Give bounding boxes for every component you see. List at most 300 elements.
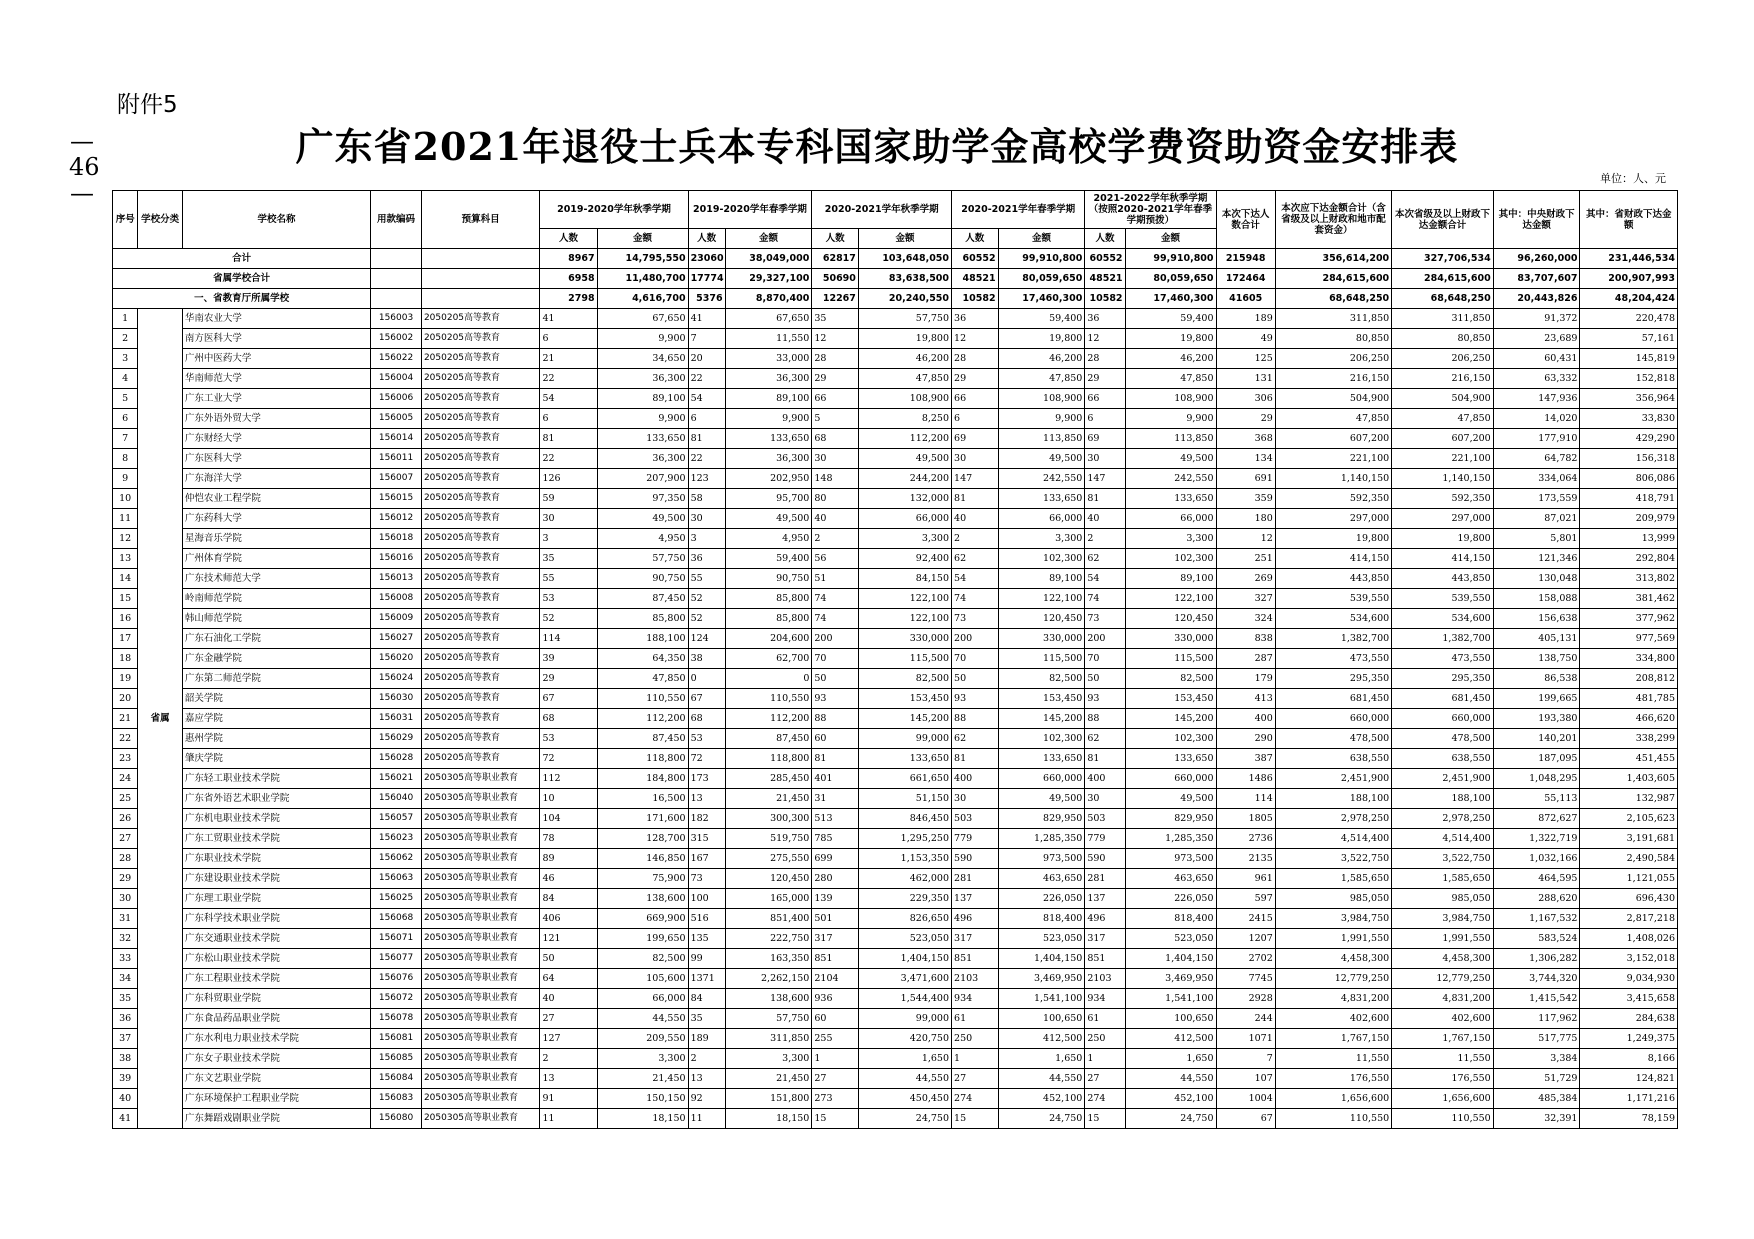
row-value: 69 [1085,429,1125,449]
row-value: 78,159 [1580,1109,1678,1129]
header-period-5: 2021-2022学年秋季学期（按照2020-2021学年春季学期预拨） [1085,191,1216,229]
row-value: 478,500 [1275,729,1391,749]
row-value: 1,404,150 [998,949,1085,969]
row-value: 156,638 [1493,609,1580,629]
row-value: 356,964 [1580,389,1678,409]
row-value: 115,500 [1125,649,1216,669]
summary-value: 6958 [540,269,597,289]
row-value: 89,100 [597,389,688,409]
header-amount: 金额 [725,229,812,249]
row-value: 139 [812,889,859,909]
row-value: 11,550 [725,329,812,349]
row-budget: 2050205高等教育 [421,689,540,709]
row-value: 112,200 [725,709,812,729]
row-value: 120,450 [1125,609,1216,629]
summary-budget [421,289,540,309]
row-value: 4,514,400 [1392,829,1494,849]
row-value: 829,950 [998,809,1085,829]
row-value: 504,900 [1275,389,1391,409]
row-value: 173,559 [1493,489,1580,509]
row-code: 156022 [371,349,422,369]
header-period-4: 2020-2021学年春季学期 [952,191,1085,229]
row-seq: 13 [113,549,138,569]
header-code: 用款编码 [371,191,422,249]
row-value: 9,900 [1125,409,1216,429]
row-budget: 2050305高等职业教育 [421,989,540,1009]
row-value: 187,095 [1493,749,1580,769]
row-value: 113,850 [998,429,1085,449]
row-value: 133,650 [1125,489,1216,509]
row-value: 80,850 [1275,329,1391,349]
row-code: 156078 [371,1009,422,1029]
row-value: 85,800 [597,609,688,629]
row-value: 137 [952,889,999,909]
row-value: 51,729 [1493,1069,1580,1089]
row-value: 108,900 [858,389,951,409]
row-value: 60,431 [1493,349,1580,369]
row-value: 176,550 [1392,1069,1494,1089]
row-value: 151,800 [725,1089,812,1109]
row-value: 402,600 [1392,1009,1494,1029]
row-value: 1,541,100 [1125,989,1216,1009]
row-school: 华南师范大学 [182,369,370,389]
row-value: 66 [952,389,999,409]
row-budget: 2050305高等职业教育 [421,769,540,789]
table-row [113,949,1678,969]
row-value: 13,999 [1580,529,1678,549]
row-value: 244 [1216,1009,1275,1029]
row-budget: 2050305高等职业教育 [421,969,540,989]
row-value: 1,140,150 [1275,469,1391,489]
row-value: 412,500 [1125,1029,1216,1049]
row-value: 934 [952,989,999,1009]
row-value: 86,538 [1493,669,1580,689]
row-budget: 2050205高等教育 [421,509,540,529]
summary-value: 62817 [812,249,859,269]
row-value: 80 [812,489,859,509]
row-value: 150,150 [597,1089,688,1109]
row-value: 1,650 [998,1049,1085,1069]
row-value: 117,962 [1493,1009,1580,1029]
summary-row [113,289,1678,309]
row-seq: 10 [113,489,138,509]
header-budget: 预算科目 [421,191,540,249]
row-seq: 3 [113,349,138,369]
row-code: 156023 [371,829,422,849]
row-value: 29 [812,369,859,389]
row-value: 81 [540,429,597,449]
summary-value: 96,260,000 [1493,249,1580,269]
row-value: 110,550 [1392,1109,1494,1129]
summary-value: 80,059,650 [1125,269,1216,289]
row-value: 102,300 [1125,549,1216,569]
row-value: 9,900 [597,409,688,429]
row-value: 202,950 [725,469,812,489]
row-value: 163,350 [725,949,812,969]
row-value: 3,384 [1493,1049,1580,1069]
summary-value: 8,870,400 [725,289,812,309]
row-value: 290 [1216,729,1275,749]
row-value: 24,750 [1125,1109,1216,1129]
table-row [113,429,1678,449]
row-value: 188,100 [1275,789,1391,809]
table-row [113,1029,1678,1049]
row-value: 59 [540,489,597,509]
row-value: 46 [540,869,597,889]
row-value: 1,767,150 [1392,1029,1494,1049]
table-row [113,369,1678,389]
row-value: 134 [1216,449,1275,469]
row-value: 273 [812,1089,859,1109]
row-value: 1486 [1216,769,1275,789]
row-value: 400 [1216,709,1275,729]
row-value: 200 [952,629,999,649]
row-value: 100 [688,889,725,909]
row-value: 44,550 [858,1069,951,1089]
row-value: 92,400 [858,549,951,569]
row-seq: 1 [113,309,138,329]
row-budget: 2050205高等教育 [421,489,540,509]
row-code: 156004 [371,369,422,389]
row-value: 93 [1085,689,1125,709]
table-row [113,489,1678,509]
header-central: 其中：中央财政下达金额 [1493,191,1580,249]
row-value: 62 [952,729,999,749]
table-row [113,869,1678,889]
row-value: 463,650 [998,869,1085,889]
row-value: 51 [812,569,859,589]
row-value: 68 [688,709,725,729]
table-row [113,449,1678,469]
row-value: 54 [952,569,999,589]
row-value: 22 [540,369,597,389]
row-value: 297,000 [1392,509,1494,529]
row-value: 1,415,542 [1493,989,1580,1009]
row-value: 1 [1085,1049,1125,1069]
row-value: 87,450 [725,729,812,749]
header-amount: 金额 [858,229,951,249]
row-seq: 24 [113,769,138,789]
row-value: 806,086 [1580,469,1678,489]
row-value: 985,050 [1275,889,1391,909]
row-value: 311,850 [725,1029,812,1049]
row-value: 145,200 [1125,709,1216,729]
row-value: 29 [1216,409,1275,429]
row-code: 156005 [371,409,422,429]
row-value: 496 [1085,909,1125,929]
row-value: 4,950 [597,529,688,549]
row-budget: 2050305高等职业教育 [421,849,540,869]
row-school: 广东建设职业技术学院 [182,869,370,889]
row-value: 30 [688,509,725,529]
row-value: 147 [952,469,999,489]
row-value: 30 [1085,449,1125,469]
row-value: 128,700 [597,829,688,849]
table-row [113,649,1678,669]
table-body [113,249,1678,1129]
row-value: 1004 [1216,1089,1275,1109]
table-row [113,529,1678,549]
row-seq: 16 [113,609,138,629]
row-value: 81 [1085,749,1125,769]
table-row [113,309,1678,329]
row-value: 317 [812,929,859,949]
row-value: 330,000 [1125,629,1216,649]
row-seq: 14 [113,569,138,589]
row-code: 156084 [371,1069,422,1089]
row-school: 广东食品药品职业学院 [182,1009,370,1029]
row-value: 2,451,900 [1275,769,1391,789]
row-value: 387 [1216,749,1275,769]
row-value: 1,656,600 [1392,1089,1494,1109]
row-value: 131 [1216,369,1275,389]
row-value: 2,978,250 [1275,809,1391,829]
row-value: 496 [952,909,999,929]
row-value: 82,500 [998,669,1085,689]
row-seq: 19 [113,669,138,689]
row-value: 115,500 [998,649,1085,669]
row-value: 1,408,026 [1580,929,1678,949]
row-value: 64,782 [1493,449,1580,469]
row-value: 450,450 [858,1089,951,1109]
row-value: 24,750 [858,1109,951,1129]
row-value: 108,900 [1125,389,1216,409]
row-value: 27 [1085,1069,1125,1089]
summary-value: 20,443,826 [1493,289,1580,309]
row-value: 135 [688,929,725,949]
row-value: 50 [812,669,859,689]
row-value: 534,600 [1275,609,1391,629]
row-value: 501 [812,909,859,929]
row-value: 49,500 [998,789,1085,809]
row-value: 607,200 [1392,429,1494,449]
row-value: 1,656,600 [1275,1089,1391,1109]
row-value: 22 [688,449,725,469]
row-code: 156085 [371,1049,422,1069]
row-value: 1,404,150 [1125,949,1216,969]
row-value: 1,403,605 [1580,769,1678,789]
row-value: 44,550 [1125,1069,1216,1089]
row-value: 36,300 [597,369,688,389]
row-value: 5,801 [1493,529,1580,549]
row-value: 934 [1085,989,1125,1009]
row-code: 156029 [371,729,422,749]
row-value: 420,750 [858,1029,951,1049]
row-value: 7745 [1216,969,1275,989]
table-row [113,789,1678,809]
header-seq: 序号 [113,191,138,249]
row-value: 2,978,250 [1392,809,1494,829]
row-value: 95,700 [725,489,812,509]
row-value: 184,800 [597,769,688,789]
row-value: 50 [952,669,999,689]
row-value: 21,450 [725,1069,812,1089]
summary-value: 50690 [812,269,859,289]
row-code: 156012 [371,509,422,529]
row-value: 66,000 [1125,509,1216,529]
row-value: 3,984,750 [1275,909,1391,929]
row-value: 443,850 [1392,569,1494,589]
row-value: 89,100 [1125,569,1216,589]
row-value: 9,034,930 [1580,969,1678,989]
summary-value: 200,907,993 [1580,269,1678,289]
row-value: 49,500 [1125,449,1216,469]
summary-value: 8967 [540,249,597,269]
table-row [113,929,1678,949]
row-value: 35 [540,549,597,569]
row-value: 82,500 [858,669,951,689]
row-code: 156002 [371,329,422,349]
row-value: 118,800 [725,749,812,769]
row-value: 250 [1085,1029,1125,1049]
row-code: 156031 [371,709,422,729]
header-category: 学校分类 [138,191,182,249]
row-value: 6 [1085,409,1125,429]
header-prov-total: 本次省级及以上财政下达金额合计 [1392,191,1494,249]
row-school: 仲恺农业工程学院 [182,489,370,509]
row-value: 269 [1216,569,1275,589]
row-value: 592,350 [1275,489,1391,509]
row-value: 818,400 [1125,909,1216,929]
row-budget: 2050205高等教育 [421,549,540,569]
header-amount: 金额 [998,229,1085,249]
row-seq: 32 [113,929,138,949]
row-value: 87,450 [597,589,688,609]
row-value: 504,900 [1392,389,1494,409]
row-value: 209,550 [597,1029,688,1049]
row-value: 3,415,658 [1580,989,1678,1009]
row-seq: 11 [113,509,138,529]
row-value: 53 [540,589,597,609]
row-value: 59,400 [998,309,1085,329]
row-value: 36 [688,549,725,569]
row-value: 242,550 [998,469,1085,489]
row-value: 1,167,532 [1493,909,1580,929]
row-value: 99,000 [858,729,951,749]
row-value: 15 [952,1109,999,1129]
row-value: 660,000 [1275,709,1391,729]
row-value: 12 [952,329,999,349]
row-value: 19,800 [998,329,1085,349]
row-value: 1,048,295 [1493,769,1580,789]
row-value: 44,550 [998,1069,1085,1089]
summary-value: 23060 [688,249,725,269]
row-value: 104 [540,809,597,829]
row-value: 40 [952,509,999,529]
row-value: 311,850 [1392,309,1494,329]
summary-value: 29,327,100 [725,269,812,289]
table-row [113,809,1678,829]
row-value: 478,500 [1392,729,1494,749]
row-value: 33,830 [1580,409,1678,429]
row-value: 503 [1085,809,1125,829]
row-budget: 2050305高等职业教育 [421,889,540,909]
row-value: 222,750 [725,929,812,949]
row-code: 156018 [371,529,422,549]
row-value: 88 [1085,709,1125,729]
row-value: 274 [1085,1089,1125,1109]
row-value: 8,250 [858,409,951,429]
row-budget: 2050205高等教育 [421,649,540,669]
row-value: 4,458,300 [1275,949,1391,969]
row-value: 0 [688,669,725,689]
row-budget: 2050305高等职业教育 [421,1009,540,1029]
row-value: 124,821 [1580,1069,1678,1089]
row-value: 97,350 [597,489,688,509]
row-value: 67 [540,689,597,709]
row-value: 28 [812,349,859,369]
row-value: 11,550 [1392,1049,1494,1069]
row-value: 61 [1085,1009,1125,1029]
row-value: 681,450 [1275,689,1391,709]
row-value: 199,665 [1493,689,1580,709]
row-value: 473,550 [1392,649,1494,669]
row-value: 93 [812,689,859,709]
row-value: 57,750 [725,1009,812,1029]
row-value: 977,569 [1580,629,1678,649]
row-value: 60 [812,729,859,749]
row-seq: 40 [113,1089,138,1109]
row-value: 872,627 [1493,809,1580,829]
row-value: 12,779,250 [1392,969,1494,989]
row-value: 63,332 [1493,369,1580,389]
row-value: 122,100 [858,609,951,629]
row-value: 78 [540,829,597,849]
row-value: 30 [812,449,859,469]
row-value: 67 [688,689,725,709]
row-value: 46,200 [998,349,1085,369]
row-value: 41 [688,309,725,329]
table-row [113,609,1678,629]
header-provincial: 其中：省财政下达金额 [1580,191,1678,249]
row-school: 南方医科大学 [182,329,370,349]
row-value: 167 [688,849,725,869]
row-value: 3,300 [725,1049,812,1069]
row-value: 124 [688,629,725,649]
row-seq: 39 [113,1069,138,1089]
row-value: 19,800 [1392,529,1494,549]
row-value: 72 [688,749,725,769]
row-value: 64 [540,969,597,989]
row-value: 21 [540,349,597,369]
row-value: 55,113 [1493,789,1580,809]
row-value: 82,500 [597,949,688,969]
row-budget: 2050305高等职业教育 [421,1109,540,1129]
row-value: 118,800 [597,749,688,769]
row-value: 84,150 [858,569,951,589]
row-value: 153,450 [858,689,951,709]
row-value: 523,050 [1125,929,1216,949]
row-value: 19,800 [1275,529,1391,549]
header-count-total: 本次下达人数合计 [1216,191,1275,249]
summary-value: 68,648,250 [1275,289,1391,309]
row-code: 156071 [371,929,422,949]
row-value: 2 [952,529,999,549]
row-value: 4,458,300 [1392,949,1494,969]
row-code: 156062 [371,849,422,869]
summary-value: 14,795,550 [597,249,688,269]
row-value: 338,299 [1580,729,1678,749]
row-value: 145,200 [858,709,951,729]
row-value: 583,524 [1493,929,1580,949]
row-budget: 2050305高等职业教育 [421,1029,540,1049]
row-value: 133,650 [998,489,1085,509]
row-value: 1,404,150 [858,949,951,969]
row-value: 132,987 [1580,789,1678,809]
row-value: 60 [812,1009,859,1029]
summary-value: 10582 [952,289,999,309]
row-value: 91,372 [1493,309,1580,329]
